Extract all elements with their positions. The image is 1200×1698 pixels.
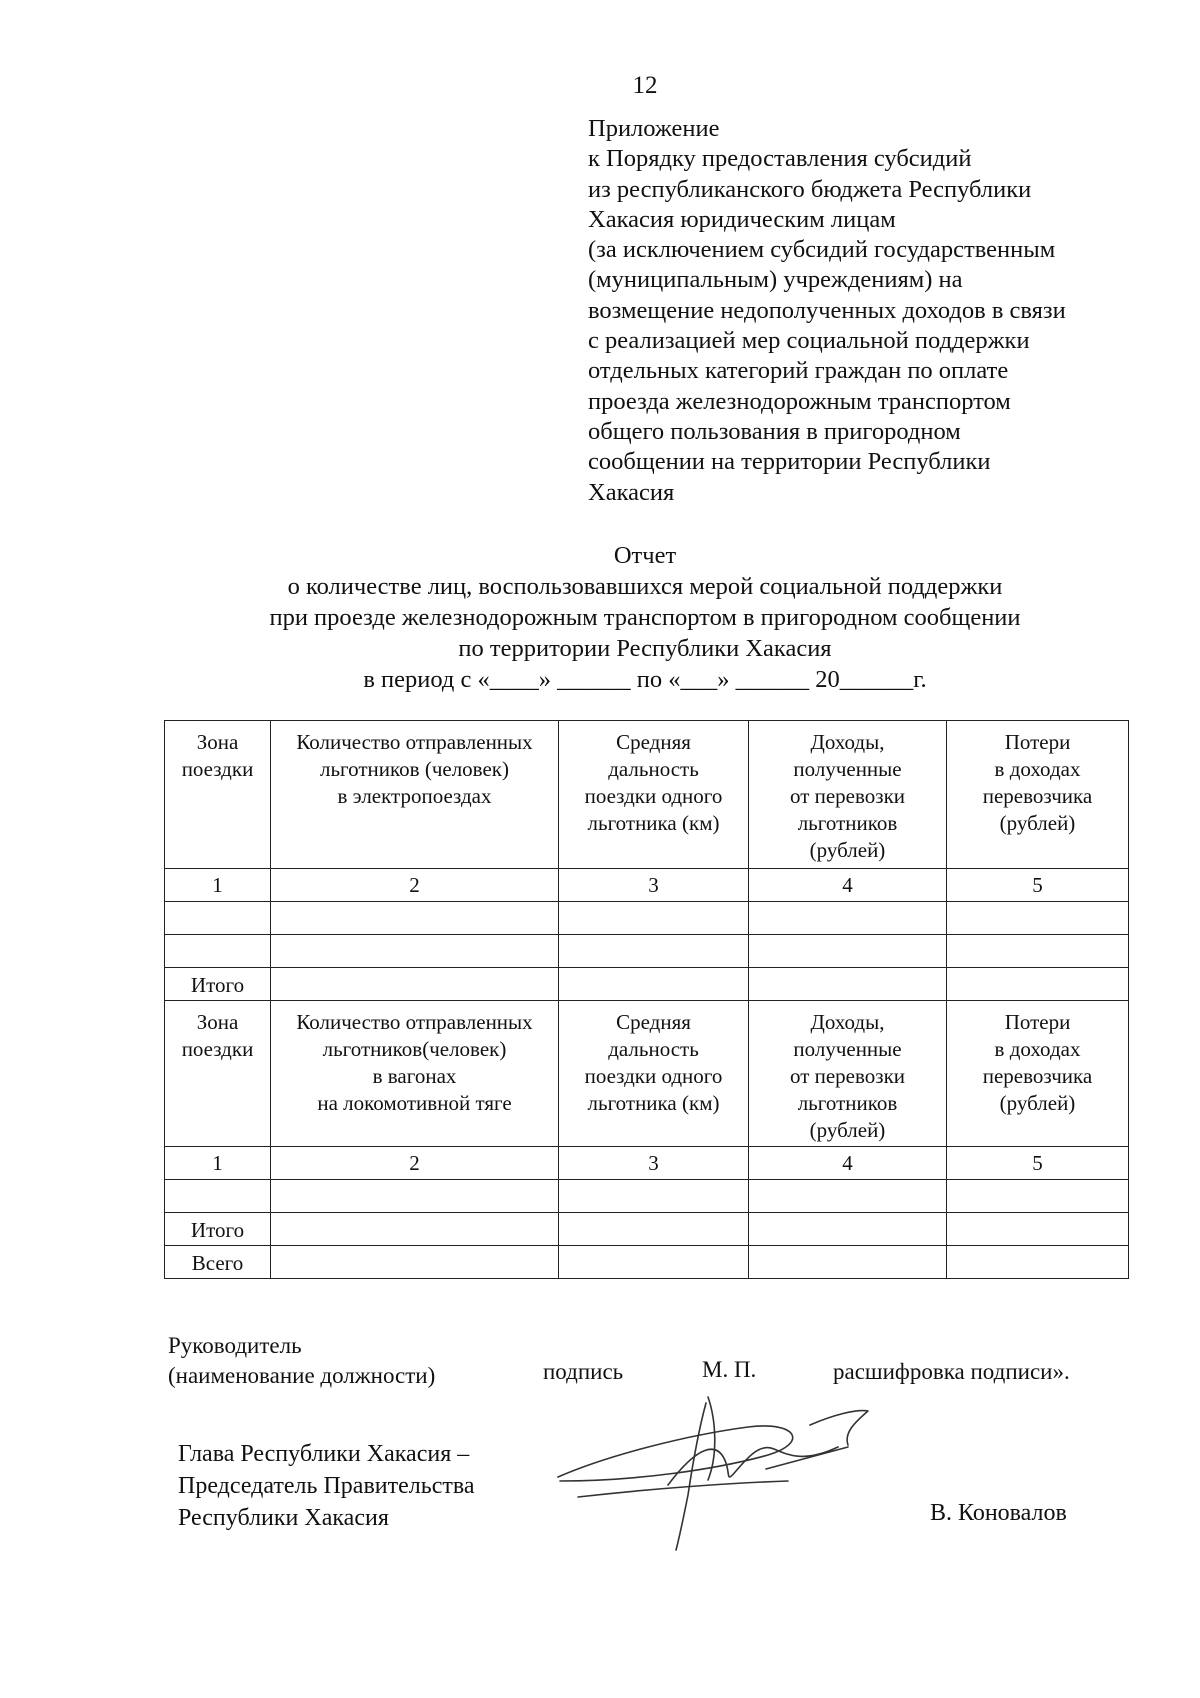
- header-distance: Средняя дальность поездки одного льготника (км): [559, 1001, 749, 1147]
- column-number: 4: [749, 1147, 947, 1180]
- appendix-line: Приложение: [588, 115, 720, 142]
- empty-cell: [559, 1246, 749, 1279]
- empty-cell: [749, 935, 947, 968]
- closing-title-line: Председатель Правительства: [178, 1473, 475, 1499]
- appendix-line: общего пользования в пригородном: [588, 417, 961, 445]
- closing-title-line: Республики Хакасия: [178, 1505, 389, 1531]
- header-losses: Потери в доходах перевозчика (рублей): [947, 1001, 1129, 1147]
- column-number: 3: [559, 1147, 749, 1180]
- handwritten-signature: [548, 1385, 888, 1555]
- report-subtitle-line: при проезде железнодорожным транспортом в пригородном сообщении: [269, 604, 1021, 631]
- empty-cell: [559, 1180, 749, 1213]
- appendix-line: (муниципальным) учреждениям) на: [588, 266, 963, 294]
- appendix-line: с реализацией мер социальной поддержки: [588, 327, 1030, 355]
- position-hint: (наименование должности): [168, 1363, 436, 1388]
- total-row: [165, 968, 1129, 1001]
- appendix-header: [588, 114, 1148, 508]
- page-number: 12: [632, 72, 658, 99]
- appendix-line: из республиканского бюджета Республики: [588, 175, 1032, 203]
- stamp-hint: М. П.: [702, 1357, 757, 1382]
- appendix-line: проезда железнодорожным транспортом: [588, 387, 1011, 415]
- empty-cell: [559, 935, 749, 968]
- empty-cell: [165, 935, 271, 968]
- table-header-row: [165, 1001, 1129, 1147]
- column-number: 4: [749, 869, 947, 902]
- report-subtitle-line: по территории Республики Хакасия: [458, 635, 832, 662]
- position-label: Руководитель: [168, 1333, 302, 1358]
- header-income: Доходы, полученные от перевозки льготников (рублей): [749, 721, 947, 869]
- empty-cell: [947, 1180, 1129, 1213]
- closing-title-line: Глава Республики Хакасия –: [178, 1441, 470, 1467]
- column-number-row: [165, 869, 1129, 902]
- appendix-line: Хакасия юридическим лицам: [588, 205, 896, 233]
- column-number-row: [165, 1147, 1129, 1180]
- report-subtitle-line: о количестве лиц, воспользовавшихся мерой социальной поддержки: [287, 573, 1003, 600]
- table-row: [165, 935, 1129, 968]
- empty-cell: [947, 968, 1129, 1001]
- signature-hint: подпись: [543, 1359, 624, 1384]
- empty-cell: [749, 1246, 947, 1279]
- empty-cell: [165, 1180, 271, 1213]
- column-number: 5: [947, 1147, 1129, 1180]
- empty-cell: [947, 902, 1129, 935]
- empty-cell: [271, 1246, 559, 1279]
- appendix-line: к Порядку предоставления субсидий: [588, 145, 972, 173]
- empty-cell: [271, 968, 559, 1001]
- report-title-block: [0, 540, 1200, 695]
- column-number: 3: [559, 869, 749, 902]
- appendix-line: Хакасия: [588, 478, 675, 506]
- total-label: Итого: [165, 968, 271, 1001]
- appendix-line: отдельных категорий граждан по оплате: [588, 357, 1009, 385]
- table-header-row: [165, 721, 1129, 869]
- decode-hint: расшифровка подписи».: [833, 1359, 1070, 1384]
- header-zone: Зона поездки: [165, 1001, 271, 1147]
- appendix-line: (за исключением субсидий государственным: [588, 236, 1056, 264]
- column-number: 1: [165, 1147, 271, 1180]
- grand-total-label: Всего: [165, 1246, 271, 1279]
- appendix-line: возмещение недополученных доходов в связи: [588, 296, 1066, 324]
- column-number: 5: [947, 869, 1129, 902]
- empty-cell: [947, 1246, 1129, 1279]
- empty-cell: [559, 968, 749, 1001]
- empty-cell: [559, 1213, 749, 1246]
- header-income: Доходы, полученные от перевозки льготников (рублей): [749, 1001, 947, 1147]
- total-row: [165, 1213, 1129, 1246]
- table-row: [165, 902, 1129, 935]
- empty-cell: [165, 902, 271, 935]
- closing-block: [178, 1438, 475, 1534]
- report-table: [164, 720, 1129, 1279]
- empty-cell: [271, 1180, 559, 1213]
- table-row: [165, 1180, 1129, 1213]
- signer-name: В. Коновалов: [930, 1500, 1067, 1526]
- empty-cell: [271, 935, 559, 968]
- header-zone: Зона поездки: [165, 721, 271, 869]
- empty-cell: [947, 1213, 1129, 1246]
- empty-cell: [749, 1180, 947, 1213]
- empty-cell: [271, 1213, 559, 1246]
- total-label: Итого: [165, 1213, 271, 1246]
- column-number: 2: [271, 869, 559, 902]
- grand-total-row: [165, 1246, 1129, 1279]
- empty-cell: [271, 902, 559, 935]
- appendix-line: сообщении на территории Республики: [588, 448, 991, 476]
- column-number: 1: [165, 869, 271, 902]
- empty-cell: [749, 902, 947, 935]
- column-number: 2: [271, 1147, 559, 1180]
- empty-cell: [559, 902, 749, 935]
- header-distance: Средняя дальность поездки одного льготника (км): [559, 721, 749, 869]
- header-losses: Потери в доходах перевозчика (рублей): [947, 721, 1129, 869]
- empty-cell: [749, 1213, 947, 1246]
- report-title: Отчет: [613, 542, 677, 569]
- report-period: в период с «____» ______ по «___» ______ 20______г.: [363, 666, 927, 693]
- empty-cell: [947, 935, 1129, 968]
- empty-cell: [749, 968, 947, 1001]
- header-count: Количество отправленных льготников(человек) в вагонах на локомотивной тяге: [271, 1001, 559, 1147]
- header-count: Количество отправленных льготников (человек) в электропоездах: [271, 721, 559, 869]
